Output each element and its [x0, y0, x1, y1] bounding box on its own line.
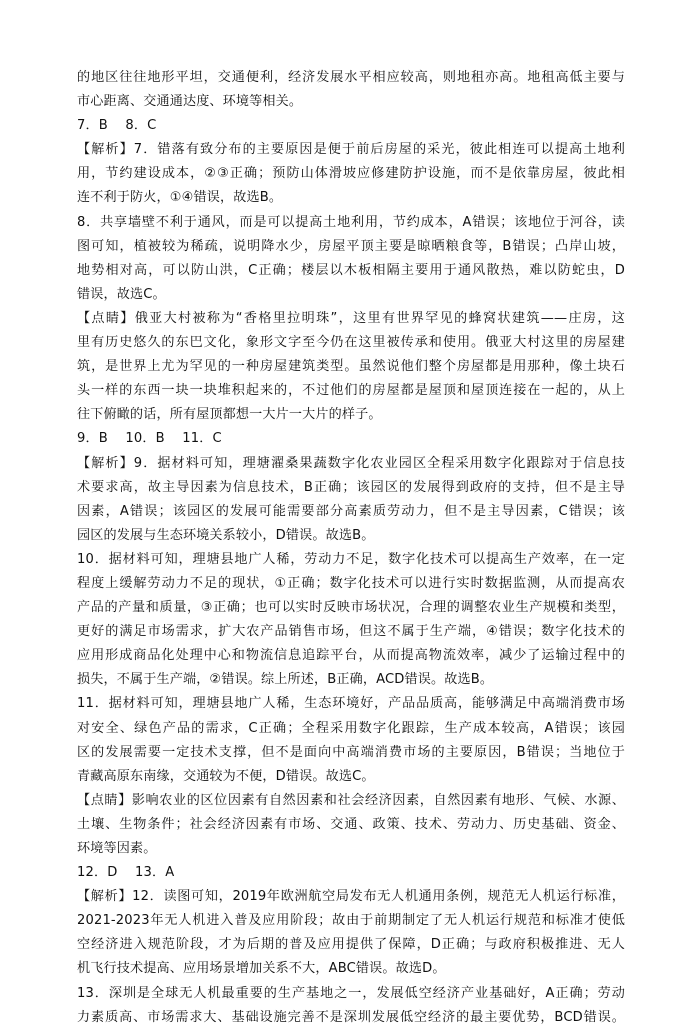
text-line: 2021-2023年无人机进入普及应用阶段；故由于前期制定了无人机运行规范和标准才使低 [77, 913, 625, 929]
text-line: 地势相对高，可以防山洪，C正确；楼层以木板相隔主要用于通风散热，难以防蛇虫，D [77, 262, 625, 278]
text-line: 13．深圳是全球无人机最重要的生产基地之一，发展低空经济产业基础好，A正确；劳动 [77, 985, 625, 1001]
text-line: 往下俯瞰的话，所有屋顶都想一大片一大片的样子。 [77, 407, 382, 423]
text-line: 里有历史悠久的东巴文化，象形文字至今仍在这里被传承和使用。俄亚大村这里的房屋建 [77, 335, 625, 351]
text-line: 园区的发展与生态环境关系较小，D错误。故选B。 [77, 527, 375, 543]
text-line: 环境等因素。 [77, 841, 157, 856]
comment-line: 【点睛】俄亚大村被称为“香格里拉明珠”，这里有世界罕见的蜂窝状建筑——庄房，这 [77, 310, 625, 326]
text-line: 10．据材料可知，理塘县地广人稀，劳动力不足，数字化技术可以提高生产效率，在一定 [77, 551, 625, 567]
text-line: 空经济进入规范阶段，才为后期的普及应用提供了保障，D正确；与政府积极推进、无人 [77, 937, 625, 953]
text-line: 8．共享墙壁不利于通风，而是可以提高土地利用，节约成本，A错误；该地位于河谷，读 [77, 214, 625, 230]
text-line: 区的发展需要一定技术支撑，但不是面向中高端消费市场的主要原因，B错误；当地位于 [77, 744, 625, 760]
text-line: 头一样的东西一块一块堆积起来的，不过他们的房屋都是屋顶和屋顶连接在一起的，从上 [77, 383, 625, 399]
text-line: 筑，是世界上尤为罕见的一种房屋建筑类型。虽然说他们整个房屋都是用那种，像土块石 [77, 359, 625, 375]
text-line: 术要求高，故主导因素为信息技术，B正确；该园区的发展得到政府的支持，但不是主导 [77, 479, 625, 495]
text-line: 连不利于防火，①④错误，故选B。 [77, 190, 283, 206]
text-line: 更好的满足市场需求，扩大农产品销售市场，但这不属于生产端，④错误；数字化技术的 [77, 624, 625, 640]
analysis-line: 【解析】9．据材料可知，理塘濯桑果蔬数字化农业园区全程采用数字化跟踪对于信息技 [77, 455, 625, 471]
text-line: 应用形成商品化处理中心和物流信息追踪平台，从而提高物流效率，减少了运输过程中的 [77, 648, 625, 664]
answer-line: 7．B 8．C [77, 118, 157, 134]
text-line: 力素质高、市场需求大、基础设施完善不是深圳发展低空经济的最主要优势，BCD错误。 [77, 1009, 625, 1025]
comment-line: 【点睛】影响农业的区位因素有自然因素和社会经济因素，自然因素有地形、气候、水源、 [77, 792, 625, 808]
text-line: 市心距离、交通通达度、环境等相关。 [77, 94, 303, 110]
text-line: 程度上缓解劳动力不足的现状，①正确；数字化技术可以进行实时数据监测，从而提高农 [77, 575, 625, 591]
document-page [77, 66, 625, 1030]
text-line: 青藏高原东南缘，交通较为不便，D错误。故选C。 [77, 768, 375, 784]
text-line: 损失，不属于生产端，②错误。综上所述，B正确，ACD错误。故选B。 [77, 672, 494, 688]
text-line: 错误，故选C。 [77, 286, 166, 302]
text-line: 的地区往往地形平坦，交通便利，经济发展水平相应较高，则地租亦高。地租高低主要与 [77, 70, 625, 85]
text-line: 因素，A错误；该园区的发展可能需要部分高素质劳动力，但不是主导因素，C错误；该 [77, 503, 625, 519]
text-line: 图可知，植被较为稀疏，说明降水少，房屋平顶主要是晾晒粮食等，B错误；凸岸山坡， [77, 238, 625, 254]
analysis-line: 【解析】12．读图可知，2019年欧洲航空局发布无人机通用条例，规范无人机运行标准， [77, 889, 625, 905]
text-line: 机飞行技术提高、应用场景增加关系不大，ABC错误。故选D。 [77, 961, 446, 977]
text-line: 土壤、生物条件；社会经济因素有市场、交通、政策、技术、劳动力、历史基础、资金、 [77, 816, 625, 832]
analysis-line: 【解析】7．错落有致分布的主要原因是便于前后房屋的采光，彼此相连可以提高土地利 [77, 142, 625, 158]
answer-line: 12．D 13．A [77, 865, 175, 881]
answer-line: 9．B 10．B 11．C [77, 431, 222, 447]
text-line: 11．据材料可知，理塘县地广人稀，生态环境好，产品品质高，能够满足中高端消费市场 [77, 696, 625, 712]
text-line: 产品的产量和质量，③正确；也可以实时反映市场状况，合理的调整农业生产规模和类型， [77, 600, 625, 616]
text-line: 用，节约建设成本，②③正确；预防山体滑坡应修建防护设施，而不是依靠房屋，彼此相 [77, 166, 625, 182]
text-line: 对安全、绿色产品的需求，C正确；全程采用数字化跟踪，生产成本较高，A错误；该园 [77, 720, 625, 736]
